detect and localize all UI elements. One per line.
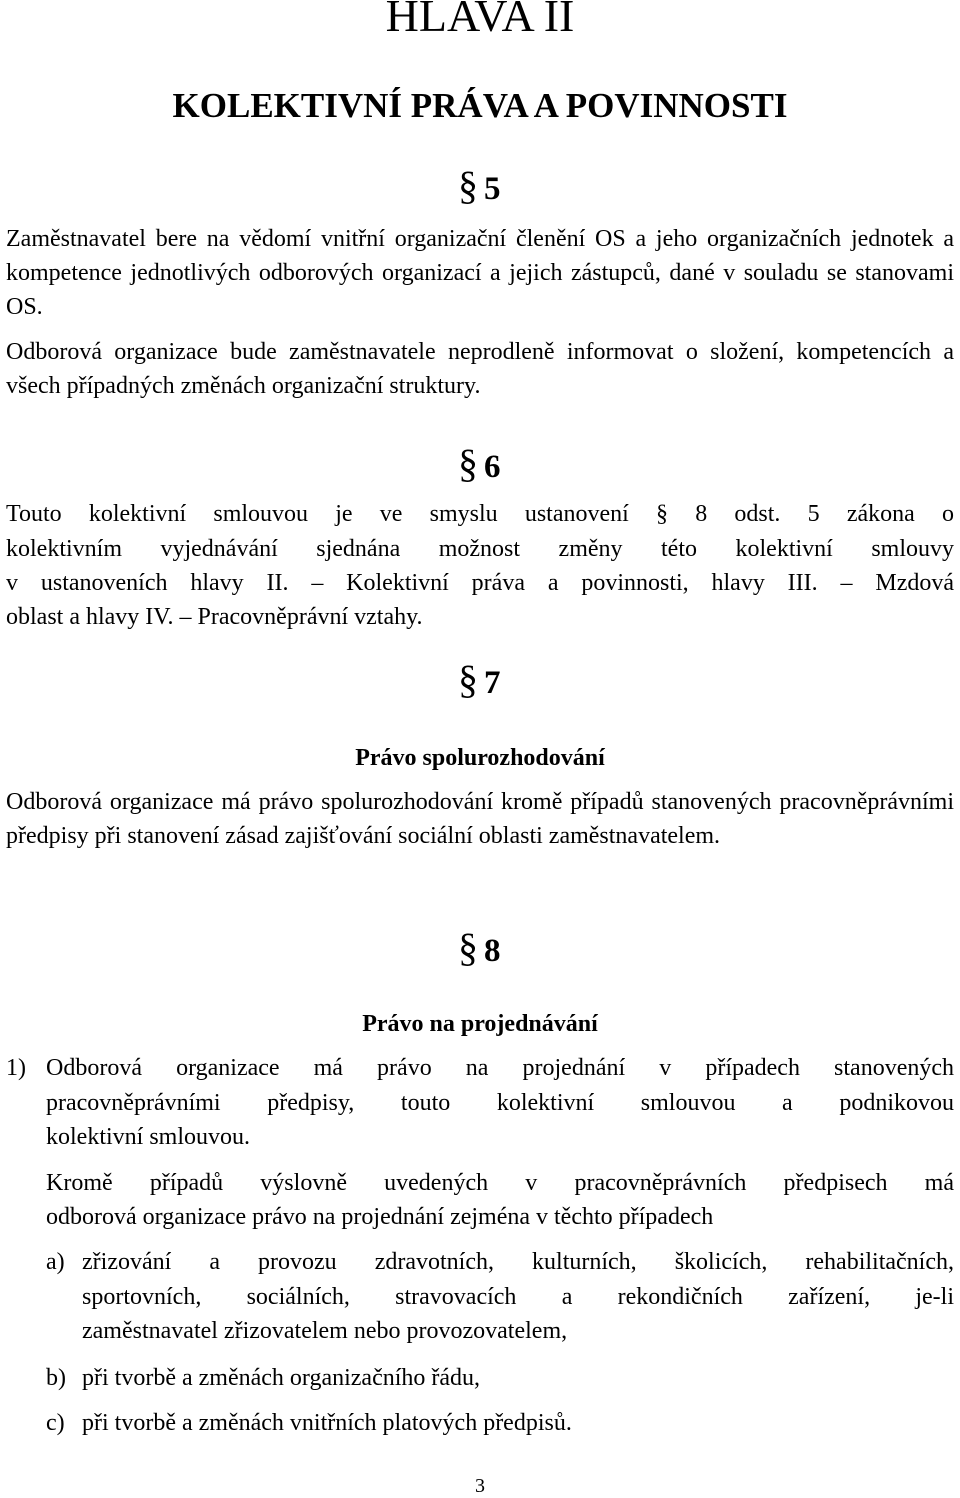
section-6-line: Touto kolektivní smlouvou je ve smyslu ustanovení § 8 odst. 5 zákona o	[6, 501, 954, 527]
section-symbol: §	[458, 163, 478, 208]
item-c-line: při tvorbě a změnách vnitřních platových předpisů.	[82, 1410, 572, 1436]
section-symbol: §	[458, 925, 478, 970]
chapter-subtitle: KOLEKTIVNÍ PRÁVA A POVINNOSTI	[172, 86, 788, 125]
page-number: 3	[475, 1475, 485, 1497]
item-a-label: a)	[46, 1249, 65, 1275]
section-7-paragraph: Odborová organizace má právo spolurozhodování kromě případů stanovených pracovněprávními předpisy při stanovení zásad zajišťování sociální oblasti zaměstnavatelem.	[6, 789, 954, 850]
item-a-line: zřizování a provozu zdravotních, kulturních, školicích, rehabilitačních,	[82, 1249, 954, 1275]
item-1-line: pracovněprávními předpisy, touto kolektivní smlouvou a podnikovou	[46, 1090, 954, 1116]
chapter-title: HLAVA II	[385, 0, 575, 41]
item-b-label: b)	[46, 1365, 66, 1391]
section-5-paragraph-1: Zaměstnavatel bere na vědomí vnitřní organizační členění OS a jeho organizačních jednotek a kompetence jednotlivých odborových organizací a jejich zástupců, dané v souladu se stanovami OS.	[6, 226, 954, 321]
section-6-line: oblast a hlavy IV. – Pracovněprávní vztahy.	[6, 604, 423, 630]
section-8-heading	[458, 925, 501, 971]
item-1-line: Odborová organizace má právo na projednání v případech stanovených	[46, 1055, 954, 1081]
section-8-paragraph-line: odborová organizace právo na projednání zejména v těchto případech	[46, 1204, 714, 1230]
section-number: 7	[484, 665, 501, 701]
item-1-line: kolektivní smlouvou.	[46, 1124, 250, 1150]
section-5-paragraph-2: Odborová organizace bude zaměstnavatele neprodleně informovat o složení, kompetencích a všech případných změnách organizační struktury.	[6, 339, 954, 400]
section-8-title: Právo na projednávání	[362, 1011, 598, 1037]
section-6-heading	[458, 441, 501, 487]
item-1-label: 1)	[6, 1055, 26, 1081]
item-b-line: při tvorbě a změnách organizačního řádu,	[82, 1365, 481, 1391]
section-7-title: Právo spolurozhodování	[355, 745, 605, 771]
section-symbol: §	[458, 441, 478, 486]
section-6-line: kolektivním vyjednávání sjednána možnost změny této kolektivní smlouvy	[6, 536, 954, 562]
section-symbol: §	[458, 657, 478, 702]
section-number: 5	[484, 171, 501, 207]
section-7-heading	[458, 657, 501, 703]
section-number: 8	[484, 933, 501, 969]
section-5-heading	[458, 163, 501, 209]
item-a-line: sportovních, sociálních, stravovacích a rekondičních zařízení, je-li	[82, 1284, 954, 1310]
section-number: 6	[484, 449, 501, 485]
section-8-paragraph-line: Kromě případů výslovně uvedených v pracovněprávních předpisech má	[46, 1170, 954, 1196]
section-6-line: v ustanoveních hlavy II. – Kolektivní práva a povinnosti, hlavy III. – Mzdová	[6, 570, 954, 596]
item-c-label: c)	[46, 1410, 65, 1436]
item-a-line: zaměstnavatel zřizovatelem nebo provozovatelem,	[82, 1318, 568, 1344]
